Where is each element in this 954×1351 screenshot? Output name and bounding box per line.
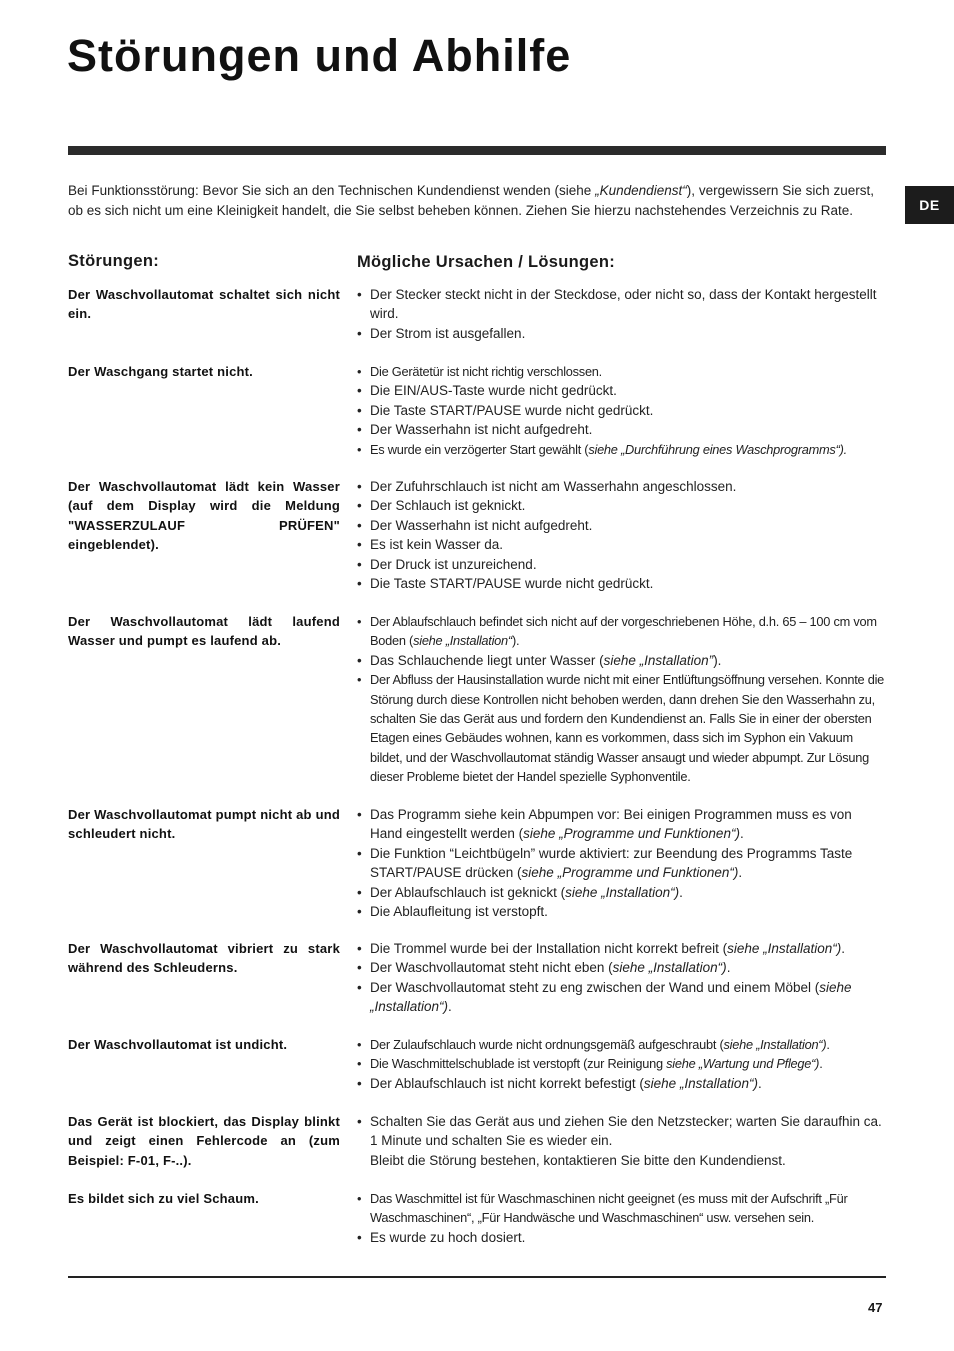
causes-list [357, 612, 887, 787]
causes-list [357, 285, 887, 343]
cause-item [357, 401, 887, 420]
cause-item [357, 651, 887, 670]
cause-text: Die Taste START/PAUSE wurde nicht gedrückt. [370, 402, 654, 418]
cause-reference: siehe „Programme und Funktionen“) [523, 826, 740, 842]
cause-item [357, 535, 887, 554]
causes-list [357, 939, 887, 1017]
cause-text: Der Druck ist unzureichend. [370, 556, 537, 572]
page-title: Störungen und Abhilfe [67, 30, 572, 81]
cause-text-end: . [819, 1056, 823, 1072]
cause-text: Der Ablaufschlauch ist nicht korrekt befestigt ( [370, 1075, 644, 1091]
cause-item [357, 805, 887, 844]
cause-text-end: . [841, 941, 845, 956]
cause-text: Der Ablaufschlauch ist geknickt ( [370, 884, 566, 900]
cause-text: Die Ablaufleitung ist verstopft. [370, 904, 548, 920]
cause-item [357, 1054, 887, 1073]
cause-text-end: ). [713, 652, 722, 668]
problem-text: Der Waschvollautomat lädt laufend Wasser und pumpt es laufend ab. [68, 614, 340, 649]
problem-text: Der Waschvollautomat ist undicht. [68, 1037, 288, 1052]
page-number: 47 [868, 1300, 883, 1315]
cause-item [357, 477, 887, 496]
cause-text-end: . [448, 999, 452, 1015]
cause-item [357, 844, 887, 883]
cause-text: Bleibt die Störung bestehen, kontaktieren Sie bitte den Kundendienst. [370, 1152, 786, 1168]
cause-text: Der Wasserhahn ist nicht aufgedreht. [370, 422, 593, 438]
cause-reference: siehe „Installation“) [727, 941, 842, 956]
cause-text: Die Waschmittelschublade ist verstopft (zur Reinigung [370, 1056, 667, 1072]
problem-text: Es bildet sich zu viel Schaum. [68, 1191, 259, 1206]
cause-item [357, 285, 887, 324]
cause-text: Die EIN/AUS-Taste wurde nicht gedrückt. [370, 383, 617, 399]
cause-text: Der Waschvollautomat steht nicht eben ( [370, 960, 613, 976]
problem-text: Das Gerät ist blockiert, das Display blinkt und zeigt einen Fehlercode an (zum Beispiel: F-01, F-..). [68, 1114, 340, 1168]
cause-item [357, 1228, 887, 1247]
cause-text: Das Schlauchende liegt unter Wasser ( [370, 652, 604, 668]
cause-item [357, 1074, 887, 1093]
cause-item [357, 381, 887, 400]
intro-paragraph [68, 181, 874, 221]
cause-item [357, 440, 887, 459]
problem-text: Der Waschvollautomat lädt kein Wasser (auf dem Display wird die Meldung "WASSERZULAUF PRÜFEN" eingeblendet). [68, 479, 340, 553]
causes-heading: Mögliche Ursachen / Lösungen: [357, 253, 616, 271]
cause-item [357, 574, 887, 593]
cause-text-end: . [738, 865, 743, 881]
cause-item [357, 670, 887, 786]
cause-text-end: . [739, 826, 744, 842]
cause-text: Das Programm siehe kein Abpumpen vor: Bei einigen Programmen muss es von Hand eingestellt werden ( [370, 807, 852, 842]
intro-text-end: ), vergewissern Sie sich zuerst, ob es sich nicht um eine Kleinigkeit handelt, die Sie selbst beheben können. Ziehen Sie hierzu nachstehendes Verzeichnis zu Rate. [68, 183, 874, 218]
footer-rule [68, 1276, 886, 1278]
cause-reference: siehe „Installation“) [612, 960, 727, 976]
cause-item [357, 978, 887, 1017]
causes-list [357, 805, 887, 921]
cause-text-end: . [679, 884, 683, 900]
cause-text: Es ist kein Wasser da. [370, 537, 504, 553]
header-rule [68, 146, 886, 155]
cause-reference: siehe „Installation“) [565, 884, 680, 900]
cause-text-end: . [757, 1075, 762, 1091]
intro-reference: „Kundendienst“ [595, 183, 687, 198]
cause-text: Die Taste START/PAUSE wurde nicht gedrückt. [370, 576, 654, 592]
cause-reference: siehe „Programme und Funktionen“) [521, 865, 739, 881]
causes-list [357, 1189, 887, 1247]
cause-item [357, 362, 887, 381]
causes-list [357, 362, 887, 459]
cause-text: Der Wasserhahn ist nicht aufgedreht. [370, 517, 593, 533]
cause-text-end: . [726, 960, 731, 976]
cause-reference: siehe „Installation“) [370, 979, 852, 1015]
problem-text: Der Waschvollautomat schaltet sich nicht ein. [68, 287, 340, 322]
causes-list [357, 1112, 887, 1170]
problem-text: Der Waschvollautomat pumpt nicht ab und schleudert nicht. [68, 807, 340, 842]
cause-text: Der Schlauch ist geknickt. [370, 498, 526, 514]
cause-reference: siehe „Installation“ [413, 633, 512, 649]
cause-item [357, 324, 887, 343]
intro-text: Bei Funktionsstörung: Bevor Sie sich an den Technischen Kundendienst wenden (siehe [68, 183, 596, 198]
cause-text: Die Funktion “Leichtbügeln” wurde aktiviert: zur Beendung des Programms Taste START/PAUSE drücken ( [370, 845, 853, 881]
cause-text: Der Stecker steckt nicht in der Steckdose, oder nicht so, dass der Kontakt hergestellt wird. [370, 287, 877, 322]
cause-item-continued [357, 1151, 887, 1170]
cause-reference: siehe „Installation” [603, 652, 714, 668]
cause-item [357, 939, 887, 958]
cause-text-end: . [826, 1037, 830, 1052]
cause-item [357, 420, 887, 439]
cause-text: Der Zulaufschlauch wurde nicht ordnungsgemäß aufgeschraubt ( [370, 1037, 724, 1052]
problem-text: Der Waschgang startet nicht. [68, 364, 253, 379]
cause-item [357, 1189, 887, 1228]
cause-text: Die Gerätetür ist nicht richtig verschlossen. [370, 364, 602, 379]
cause-item [357, 883, 887, 902]
cause-item [357, 516, 887, 535]
cause-item [357, 555, 887, 574]
cause-reference: siehe „Durchführung eines Waschprogramms“). [588, 441, 847, 457]
cause-text: Die Trommel wurde bei der Installation nicht korrekt befreit ( [370, 941, 728, 956]
cause-text: Der Ablaufschlauch befindet sich nicht auf der vorgeschriebenen Höhe, d.h. 65 – 100 cm vom Boden ( [370, 614, 877, 649]
cause-reference: siehe „Installation“) [643, 1075, 758, 1091]
causes-list [357, 1035, 887, 1093]
cause-text: Der Strom ist ausgefallen. [370, 325, 526, 341]
cause-text: Der Abfluss der Hausinstallation wurde nicht mit einer Entlüftungsöffnung versehen. Konnte die Störung durch diese Kontrollen nicht behoben werden, dann drehen Sie den Wasserhahn zu, schalten Sie das Gerät aus und fordern den Kundendienst an. Falls Sie in einer der obersten Etagen eines Gebäudes wohnen, kann es vorkommen, dass sich im Syphon ein Vakuum bildet, und der Waschvollautomat ständig Wasser ansaugt und wieder abpumpt. Zur Lösung dieser Probleme bietet der Handel spezielle Syphonventile. [370, 672, 885, 785]
cause-item [357, 1112, 887, 1151]
problems-heading: Störungen: [68, 252, 159, 270]
cause-item [357, 958, 887, 977]
causes-list [357, 477, 887, 593]
cause-text: Der Zufuhrschlauch ist nicht am Wasserhahn angeschlossen. [370, 479, 737, 494]
problem-text: Der Waschvollautomat vibriert zu stark während des Schleuderns. [68, 941, 340, 976]
cause-text-end: ). [511, 633, 520, 649]
cause-text: Es wurde zu hoch dosiert. [370, 1229, 526, 1245]
cause-text: Der Waschvollautomat steht zu eng zwischen der Wand und einem Möbel ( [370, 979, 820, 995]
cause-text: Das Waschmittel ist für Waschmaschinen nicht geeignet (es muss mit der Aufschrift „Für Waschmaschinen“, „Für Handwäsche und Waschmaschinen“ usw. versehen sein. [370, 1191, 848, 1226]
cause-reference: siehe „Installation“) [723, 1037, 827, 1052]
language-tab: DE [905, 186, 954, 224]
cause-text: Es wurde ein verzögerter Start gewählt ( [370, 441, 589, 457]
cause-item [357, 902, 887, 921]
cause-reference: siehe „Wartung und Pflege“) [666, 1056, 820, 1072]
cause-item [357, 612, 887, 651]
cause-text: Schalten Sie das Gerät aus und ziehen Sie den Netzstecker; warten Sie daraufhin ca. 1 Minute und schalten Sie es wieder ein. [370, 1114, 882, 1149]
cause-item [357, 1035, 887, 1054]
cause-item [357, 496, 887, 515]
